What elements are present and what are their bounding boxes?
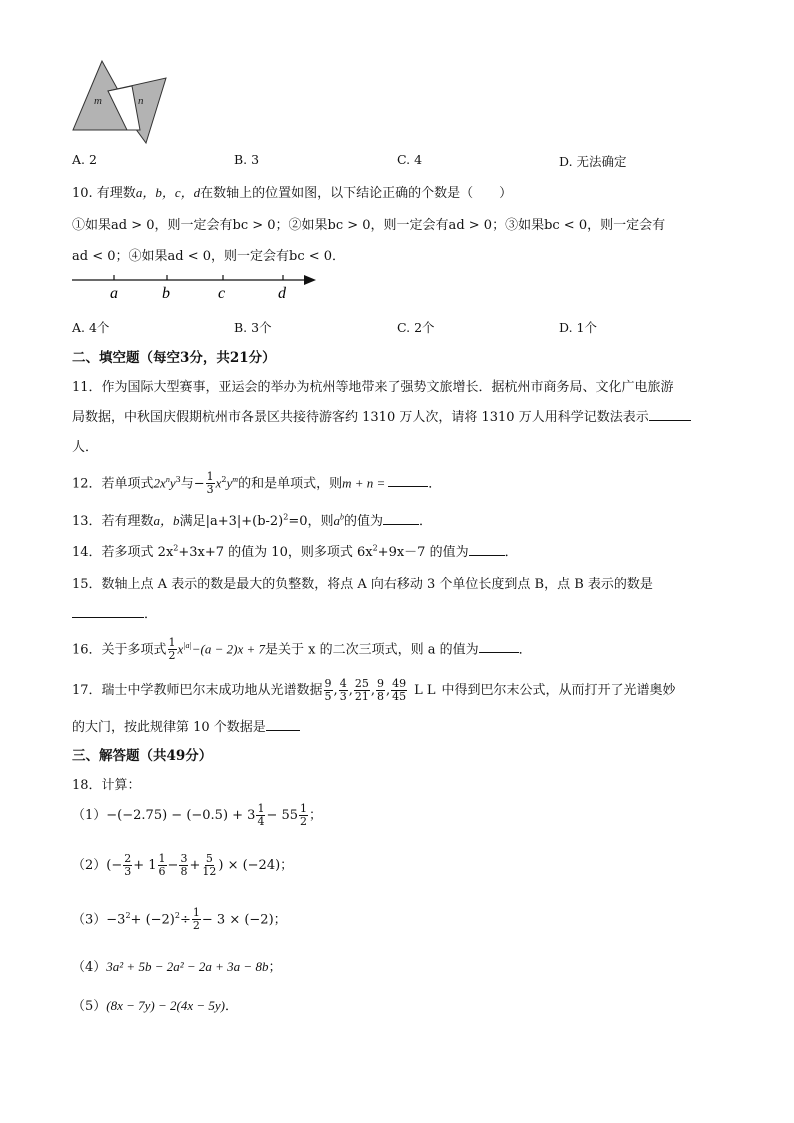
q18-p2-c: −	[167, 858, 179, 873]
q18-p2-frac1-den: 3	[124, 865, 132, 878]
q10-conditions-line1: ①如果ad > 0，则一定会有bc > 0；②如果bc > 0，则一定会有ad > 0；③如果bc < 0，则一定会有	[72, 218, 666, 233]
q18-p4-expr: 3a² + 5b − 2a² − 2a + 3a − 8b	[106, 959, 269, 974]
q18-part1	[72, 801, 322, 831]
q16-x: x	[177, 641, 184, 657]
q16-fraction	[168, 637, 177, 662]
q15-line2	[72, 603, 157, 622]
q13-exp: b	[340, 512, 345, 522]
q18-title: 18．计算：	[72, 778, 141, 793]
q12-term1: 2x	[153, 475, 166, 491]
q11-line2	[72, 406, 691, 425]
q12-frac-den: 3	[206, 483, 214, 497]
q12-answer-blank[interactable]	[388, 474, 428, 487]
q18-p2-frac4	[201, 853, 217, 878]
q18-p1-a: −(−2.75) − (−0.5) + 3	[106, 808, 256, 823]
q18-p2-close: ) × (−24)	[218, 858, 281, 873]
label-m: m	[94, 95, 102, 107]
q17-frac-1-den: 5	[324, 690, 332, 703]
q17-frac-4-den: 8	[376, 690, 384, 703]
q18-p2-frac2-num: 1	[158, 852, 166, 865]
q18-p2-frac2-den: 6	[158, 865, 166, 878]
q17-frac-4	[376, 678, 385, 703]
q17-frac-5-num: 49	[392, 677, 407, 690]
q18-p3-end: ；	[273, 912, 287, 928]
label-n: n	[138, 95, 144, 107]
q14-prefix: 14．若多项式 2x	[72, 545, 174, 560]
q9-option-a[interactable]: A. 2	[72, 152, 97, 167]
q12-term2-exp1: 2	[221, 475, 227, 484]
q17-frac-1-num: 9	[324, 677, 332, 690]
q17-frac-2-num: 4	[339, 677, 347, 690]
q18-p3-c: ÷	[179, 912, 191, 928]
q18-p3-b: + (−2)	[130, 912, 175, 928]
q18-p2-frac3	[179, 853, 188, 878]
q15-line1: 15．数轴上点 A 表示的数是最大的负整数，将点 A 向右移动 3 个单位长度到点 B，点 B 表示的数是	[72, 577, 653, 592]
q17-frac-2-den: 3	[339, 690, 347, 703]
q11-answer-blank[interactable]	[649, 408, 691, 421]
q13-suffix: 的值为	[344, 514, 384, 529]
q11-line3: 人．	[72, 440, 99, 455]
q18-p2-frac2	[158, 853, 167, 878]
q12-term1-exp2: 3	[175, 475, 181, 484]
axis-label-d: d	[278, 285, 286, 302]
q18-p3-frac	[192, 907, 201, 932]
q17-frac-4-num: 9	[376, 677, 384, 690]
q14-square2: 2	[372, 543, 378, 553]
q10-option-d[interactable]: D. 1个	[559, 320, 597, 335]
q18-p3-square1: 2	[125, 911, 131, 920]
q18-p4-label: （4）	[72, 960, 107, 975]
q14-end: ．	[504, 545, 518, 560]
q17-frac-3-num: 25	[354, 677, 369, 690]
overlapping-triangles-figure	[70, 58, 170, 148]
q12-prefix: 12．若单项式	[72, 476, 154, 492]
q18-p2-frac3-num: 3	[180, 852, 188, 865]
q18-p2-frac3-den: 8	[180, 865, 188, 878]
q18-p3-label: （3）	[72, 912, 107, 928]
axis-label-a: a	[110, 285, 118, 302]
q18-p1-end: ；	[309, 808, 323, 823]
q18-p3-a: −3	[106, 912, 126, 928]
q10-stem	[72, 182, 512, 201]
q18-p2-open: (−	[106, 858, 123, 873]
q13-mid2: =0，则	[288, 514, 334, 529]
arrow-head-icon	[304, 275, 316, 285]
q18-p1-frac1-den: 4	[257, 815, 265, 828]
q16-frac-den: 2	[168, 649, 176, 663]
q12-neg: −	[193, 476, 205, 492]
q18-part5	[72, 995, 238, 1014]
q17-frac-2	[339, 678, 348, 703]
q18-p2-frac1-num: 2	[124, 852, 132, 865]
q13-vars: a，b	[153, 513, 180, 528]
q18-p2-label: （2）	[72, 858, 107, 873]
q9-option-b[interactable]: B. 3	[234, 152, 260, 167]
q18-p3-d: − 3 × (−2)	[201, 912, 274, 928]
q18-p2-b: + 1	[133, 858, 157, 873]
q10-stem-suffix: 在数轴上的位置如图，以下结论正确的个数是（ ）	[200, 186, 513, 201]
q17-line1: 17．瑞士中学教师巴尔末成功地从光谱数据 $\frac{9}{5}$ , $\frac{4}{3}$ , $\frac{25}{21}$ , $\frac{9}{8}$ , $\frac{49}{45}$ L L 中得到巴尔末公式，从而打开了光谱奥妙	[72, 677, 676, 703]
q17-answer-blank[interactable]	[266, 718, 300, 731]
q16-end: ．	[518, 642, 532, 658]
q13-answer-blank[interactable]	[383, 512, 419, 525]
q17-suffix: 中得到巴尔末公式，从而打开了光谱奥妙	[441, 683, 676, 698]
q18-p2-d: +	[189, 858, 201, 873]
q17-frac-3-den: 21	[354, 690, 369, 703]
q13-mid: 满足|a+3|+(b-2)	[179, 514, 284, 529]
q10-option-a[interactable]: A. 4个	[72, 320, 110, 335]
axis-label-c: c	[218, 285, 226, 302]
q10-vars: a，b，c，d	[135, 185, 201, 200]
q18-p3-frac-den: 2	[192, 919, 200, 933]
q16-exp: |a|	[183, 641, 192, 650]
q18-p1-frac1	[256, 803, 265, 828]
q18-p2-frac4-den: 12	[202, 865, 217, 878]
q18-part2	[72, 850, 293, 882]
q10-option-b[interactable]: B. 3个	[234, 320, 272, 335]
q18-part4	[72, 956, 281, 975]
q16-prefix: 16．关于多项式	[72, 642, 167, 658]
q14-suffix: +9x－7 的值为	[377, 545, 469, 560]
q17-line2	[72, 716, 300, 735]
q12-fraction	[206, 471, 215, 496]
q13-base: a	[333, 513, 341, 528]
q17-frac-1	[324, 678, 333, 703]
section-2-title: 二、填空题（每空3分，共21分）	[72, 350, 276, 366]
q14-square1: 2	[173, 543, 179, 553]
q12-expr: m + n =	[342, 475, 386, 491]
q17-line2-text: 的大门，按此规律第 10 个数据是	[72, 720, 266, 735]
q18-p1-label: （1）	[72, 808, 107, 823]
q12-term1-y: y	[169, 475, 176, 491]
q16-mid: −(a − 2)x + 7	[191, 641, 265, 657]
q15-answer-blank[interactable]	[72, 605, 144, 618]
q16	[72, 632, 532, 664]
q15-end: ．	[144, 607, 158, 622]
q11-line2-text: 局数据，中秋国庆假期杭州市各景区共接待游客约 1310 万人次，请将 1310 万人用科学记数法表示	[72, 410, 649, 425]
q18-p4-end: ；	[268, 960, 282, 975]
q12-term2-exp2: m	[232, 475, 239, 484]
q9-option-c[interactable]: C. 4	[397, 152, 423, 167]
q18-p2-frac1	[123, 853, 132, 878]
q13-prefix: 13．若有理数	[72, 514, 154, 529]
q13-square: 2	[283, 512, 289, 522]
q18-p1-b: − 55	[266, 808, 299, 823]
axis-label-b: b	[162, 285, 170, 302]
q18-p1-frac2	[299, 803, 308, 828]
q9-option-d[interactable]: D. 无法确定	[559, 154, 627, 169]
number-line	[70, 268, 320, 304]
q14-mid: +3x+7 的值为 10，则多项式 6x	[178, 545, 373, 560]
q18-p1-frac2-den: 2	[300, 815, 308, 828]
q12-term2: x	[215, 475, 222, 491]
q11-line1: 11．作为国际大型赛事，亚运会的举办为杭州等地带来了强势文旅增长．据杭州市商务局、文化广电旅游	[72, 380, 674, 395]
q10-option-c[interactable]: C. 2个	[397, 320, 435, 335]
q14	[72, 541, 518, 560]
q10-conditions-line2: ad < 0；④如果ad < 0，则一定会有bc < 0．	[72, 249, 346, 264]
section-3-title: 三、解答题（共49分）	[72, 748, 213, 764]
q18-p1-frac2-num: 1	[300, 802, 308, 815]
q17-frac-3	[354, 678, 370, 703]
q16-frac-num: 1	[168, 636, 176, 650]
q13	[72, 510, 432, 529]
q18-p5-end: ．	[225, 999, 239, 1014]
q18-p5-expr: (8x − 7y) − 2(4x − 5y)	[106, 998, 225, 1013]
q10-stem-prefix: 10. 有理数	[72, 186, 136, 201]
q16-answer-blank[interactable]	[479, 640, 519, 653]
q12-mid: 与	[180, 476, 194, 492]
q17-frac-5	[391, 678, 407, 703]
q16-suffix: 是关于 x 的二次三项式，则 a 的值为	[264, 642, 479, 658]
q18-p5-label: （5）	[72, 999, 107, 1014]
q18-p3-frac-num: 1	[192, 906, 200, 920]
q12	[72, 466, 441, 498]
q18-p2-frac4-num: 5	[205, 852, 213, 865]
q12-suffix: 的和是单项式，则	[238, 476, 343, 492]
q18-p2-end: ；	[280, 858, 294, 873]
q12-term1-exp1: n	[165, 475, 170, 484]
q12-end: ．	[428, 476, 442, 492]
q17-prefix: 17．瑞士中学教师巴尔末成功地从光谱数据	[72, 683, 323, 698]
q13-end: ．	[419, 514, 433, 529]
q17-frac-5-den: 45	[392, 690, 407, 703]
q18-part3	[72, 900, 287, 936]
q12-frac-num: 1	[206, 470, 214, 484]
q12-term2-y: y	[226, 475, 233, 491]
q17-ellipsis: L L	[414, 683, 436, 698]
q18-p3-square2: 2	[174, 911, 180, 920]
q18-p1-frac1-num: 1	[257, 802, 265, 815]
q14-answer-blank[interactable]	[469, 543, 505, 556]
